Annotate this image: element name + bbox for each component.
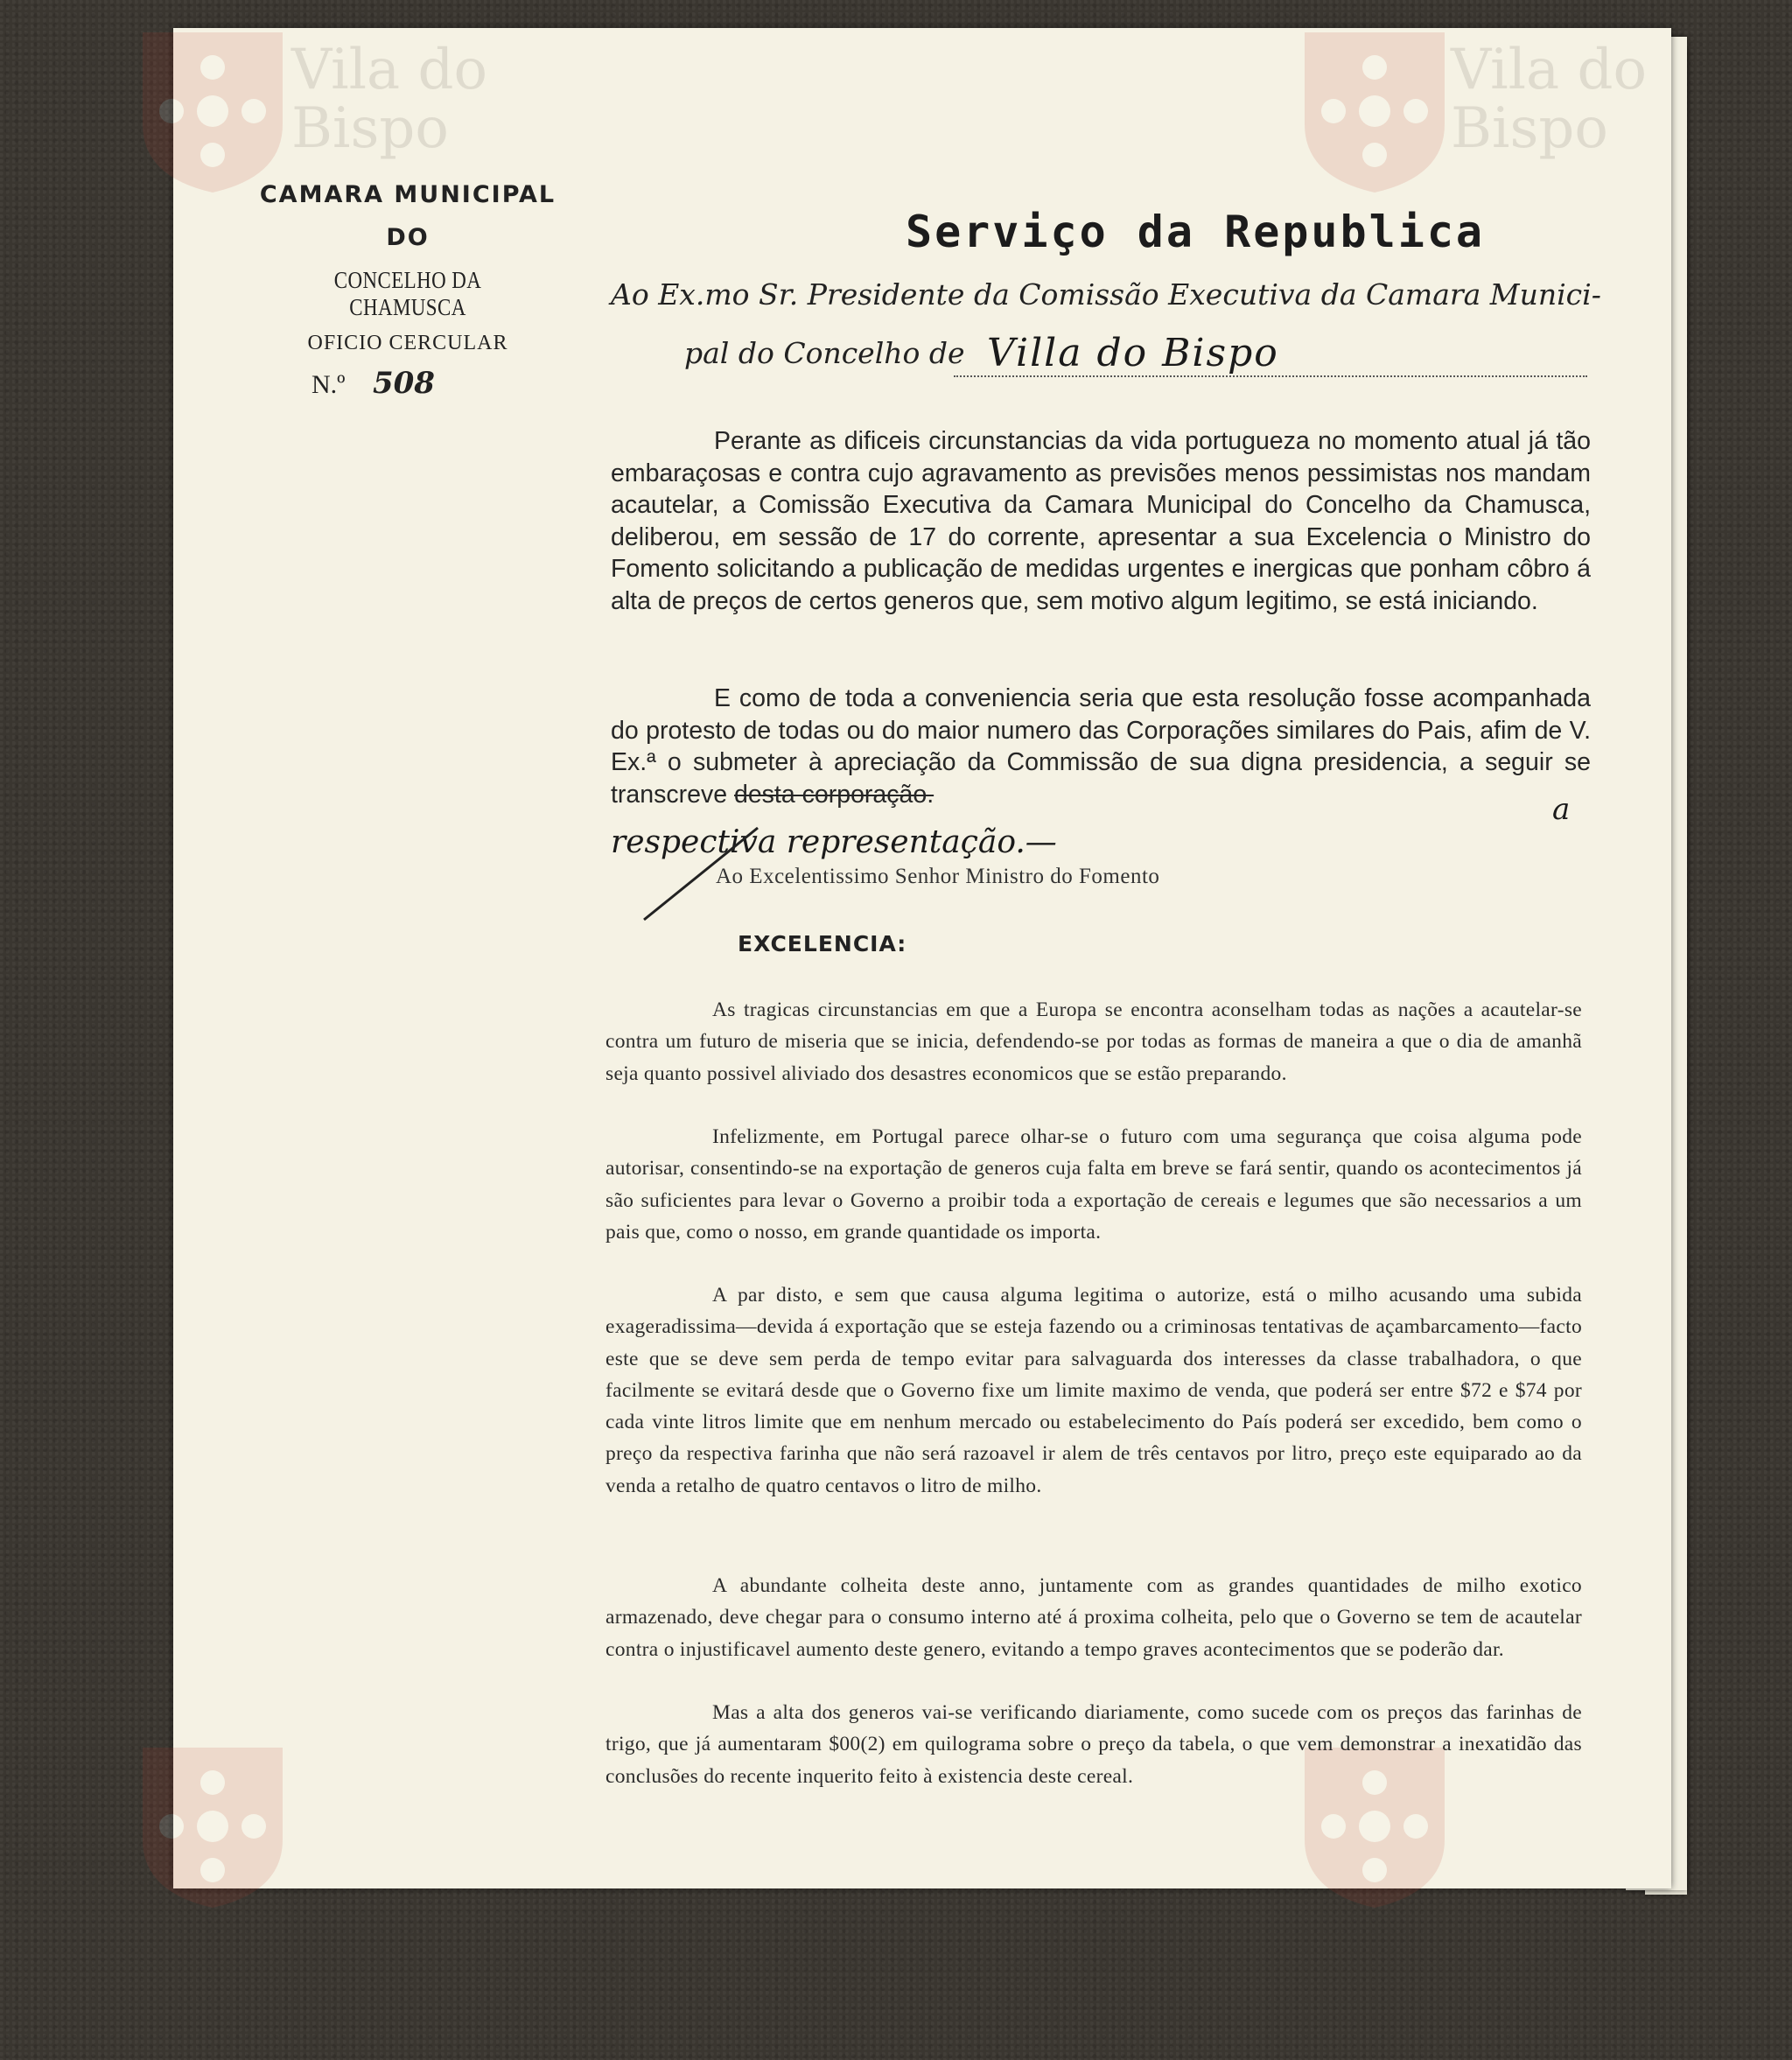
shield-watermark-icon xyxy=(1300,28,1449,194)
body-paragraph xyxy=(606,1121,1582,1248)
salutation: Ao Excelentissimo Senhor Ministro do Fomento xyxy=(716,865,1160,888)
letterhead-line: DO xyxy=(386,224,430,251)
address-line: Ao Ex.mo Sr. Presidente da Comissão Executiva da Camara Munici- xyxy=(611,277,1601,312)
shield-watermark-icon xyxy=(138,1743,287,1909)
excelencia-heading: EXCELENCIA: xyxy=(738,931,907,956)
body-text: As tragicas circunstancias em que a Europa se encontra aconselham todas as nações a acautelar-se contra um futuro de miseria que se inicia, defendendo-se por todas as formas de maneira a que o dia de amanhã seja quanto possivel aliviado dos desastres economicos que se estão preparando. xyxy=(606,998,1582,1085)
body-paragraph xyxy=(606,1697,1582,1792)
struck-text: desta corporação. xyxy=(733,780,934,809)
handwritten-place: Villa do Bispo xyxy=(987,331,1279,375)
body-text: Infelizmente, em Portugal parece olhar-se o futuro com uma segurança que coisa alguma pode autorisar, consentindo-se na exportação de generos cuja falta em breve se fará sentir, quando os acontecimentos já são suficientes para levar o Governo a proibir toda a exportação de cereais e legumes que são necessarios a um pais que, como o nosso, em grande quantidade os importa. xyxy=(606,1125,1582,1244)
number-value: 508 xyxy=(372,366,435,401)
body-paragraph xyxy=(606,994,1582,1090)
page-title: Serviço da Republica xyxy=(905,207,1486,257)
shield-watermark-icon xyxy=(138,28,287,194)
letterhead-line: OFICIO CERCULAR xyxy=(307,332,508,354)
paragraph-text: E como de toda a conveniencia seria que esta resolução fosse acompanhada do protesto de todas ou do maior numero das Corporações similares do Pais, afim de V. Ex.ª o submeter à apreciação da Commissão de sua digna presidencia, a seguir se transcreve xyxy=(611,684,1591,809)
paragraph xyxy=(611,425,1591,618)
body-paragraph xyxy=(606,1279,1582,1502)
watermark-text: Vila do Bispo xyxy=(291,38,488,162)
handwritten-insert: respectiva representação.— xyxy=(611,824,1057,860)
watermark-text: Vila do Bispo xyxy=(1451,38,1648,162)
body-paragraph xyxy=(606,1570,1582,1665)
handwritten-insert: a xyxy=(1552,792,1571,827)
document-page xyxy=(173,28,1671,1888)
letterhead-line: CONCELHO DA CHAMUSCA xyxy=(333,267,482,320)
address-line: pal do Concelho de xyxy=(684,336,965,370)
body-text: Mas a alta dos generos vai-se verificando diariamente, como sucede com os preços das farinhas de trigo, que já aumentaram $00(2) em quilograma sobre o preço da tabela, o que vem demonstrar a inexatidão das conclusões do recente inquerito feito à existencia deste cereal. xyxy=(606,1701,1582,1788)
body-text: A par disto, e sem que causa alguma legitima o autorize, está o milho acusando uma subida exageradissima—devida á exportação que se esteja fazendo ou a criminosas tentativas de açambarcamento—facto este que se deve sem perda de tempo evitar para salvaguarda dos interesses da classe trabalhadora, o que facilmente se evitará desde que o Governo fixe um limite maximo de venda, que poderá ser entre $72 e $74 por cada vinte litros limite que em nenhum mercado ou estabelecimento do País poderá ser excedido, bem como o preço da respectiva farinha que não será razoavel ir alem de três centavos por litro, preço este equiparado ao da venda a retalho de quatro centavos o litro de milho. xyxy=(606,1284,1582,1497)
document-number xyxy=(259,366,556,401)
letterhead xyxy=(259,181,556,401)
address-underline xyxy=(954,375,1587,377)
paragraph-text: Perante as dificeis circunstancias da vida portugueza no momento atual já tão embaraçosas e contra cujo agravamento as previsões menos pessimistas nos mandam acautelar, a Comissão Executiva da Camara Municipal do Concelho da Chamusca, deliberou, em sessão de 17 do corrente, apresentar a sua Excelencia o Ministro do Fomento solicitando a publicação de medidas urgentes e inergicas que ponham côbro á alta de preços de certos generos que, sem motivo algum legitimo, se está iniciando. xyxy=(611,427,1591,615)
number-label: N.º xyxy=(312,370,346,399)
letterhead-line: CAMARA MUNICIPAL xyxy=(259,181,556,208)
paragraph xyxy=(611,683,1591,810)
body-text: A abundante colheita deste anno, juntamente com as grandes quantidades de milho exotico armazenado, deve chegar para o consumo interno até á proxima colheita, pelo que o Governo se tem de acautelar contra o injustificavel aumento deste genero, evitando a tempo graves acontecimentos que se poderão dar. xyxy=(606,1574,1582,1661)
